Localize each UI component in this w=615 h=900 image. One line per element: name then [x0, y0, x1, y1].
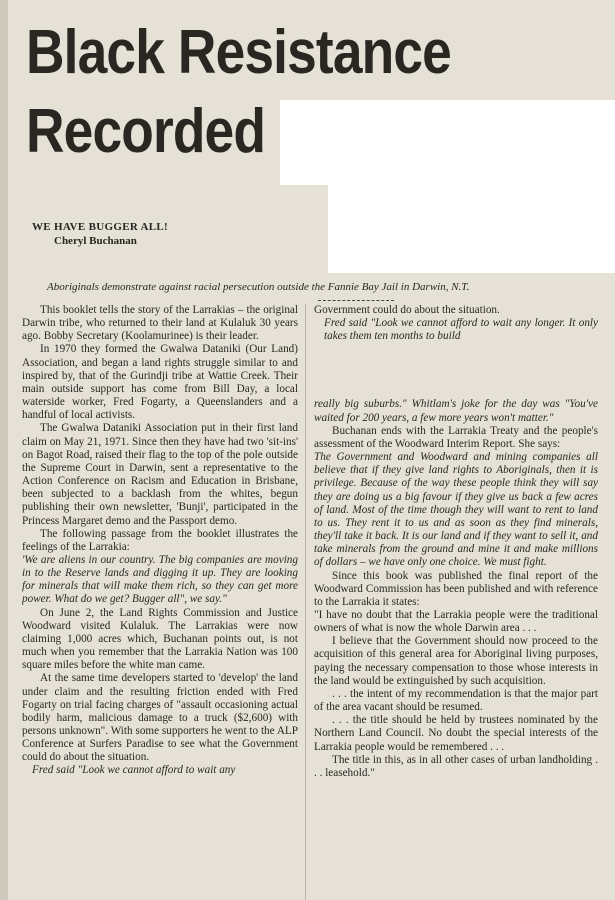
quote-paragraph: Fred said "Look we cannot afford to wait any [32, 764, 236, 777]
paragraph: . . . the intent of my recommendation is that the major part of the area vacant should be resumed. [314, 687, 598, 714]
paragraph: . . . the title should be held by trustees nominated by the Northern Land Council. No doubt the special interests of the Larrakia people would be remembered . . . [314, 714, 598, 753]
paragraph: I believe that the Government should now proceed to the acquisition of this general area for Aboriginal living purposes, paying the necessary compensation to those whose interests in the land would be extinguished by such acquisition. [314, 635, 598, 687]
paragraph: On June 2, the Land Rights Commission and Justice Woodward visited Kulaluk. The Larrakias were now claiming 1,000 acres which, Buchanan points out, is not much when you remember that the Larrakia Nation was 100 square miles before the white man came. [22, 606, 298, 672]
divider [318, 300, 394, 301]
quote-paragraph: "I have no doubt that the Larrakia people were the traditional owners of what is now the whole Darwin area . . . [314, 608, 598, 635]
right-column [314, 304, 598, 900]
headline-line-1: Black Resistance [26, 18, 451, 87]
paragraph: The following passage from the booklet illustrates the feelings of the Larrakia: [22, 527, 298, 553]
photo-caption: Aboriginals demonstrate against racial persecution outside the Fannie Bay Jail in Darwin, N.T. [47, 281, 470, 293]
author-name: Cheryl Buchanan [54, 235, 137, 247]
quote-paragraph: Fred said "Look we cannot afford to wait any longer. It only takes them ten months to build [324, 317, 598, 343]
quote-paragraph: 'We are aliens in our country. The big companies are moving in to the Reserve lands and digging it up. They are looking for minerals that will make them rich, so they can get more power. What do we get? Bugger all", we say." [22, 553, 298, 606]
blank-area [280, 100, 615, 185]
column-gap [314, 343, 598, 398]
column-divider [305, 304, 306, 900]
left-column [22, 304, 298, 900]
paragraph: The Gwalwa Dataniki Association put in their first land claim on May 21, 1971. Since then they have had two 'sit-ins' on Bagot Road, raised their flag to the top of the pole outside the Supreme Court in Darwin, sent a representative to the Action Conference on Racism and Education in Brisbane, been subjected to a backlash from the whites, begun publishing their own newsletter, 'Bunji', participated in the Princess Margaret demo and the Passport demo. [22, 422, 298, 527]
paragraph: Since this book was published the final report of the Woodward Commission has been published and with reference to the Larrakia it states: [314, 569, 598, 608]
book-title: WE HAVE BUGGER ALL! [32, 221, 168, 233]
paragraph: At the same time developers started to 'develop' the land under claim and the resulting friction ended with Fred Fogarty on trial facing charges of "assault occasioning actual bodily harm, malicious damage to a truck ($2,600) with persons unknown". With some supporters he went to the ALP Conference at Surfers Paradise to see what the Government could do about the situation. [22, 672, 298, 764]
blank-area [328, 185, 615, 273]
paragraph: The title in this, as in all other cases of urban landholding . . . leasehold." [314, 753, 598, 779]
paragraph: Buchanan ends with the Larrakia Treaty and the people's assessment of the Woodward Interim Report. She says: [314, 424, 598, 450]
paragraph: Government could do about the situation. [314, 304, 500, 316]
headline-line-2: Recorded [26, 97, 266, 166]
paragraph: In 1970 they formed the Gwalwa Dataniki (Our Land) Association, and began a land rights struggle similar to and inspired by, that of the Gurindji tribe at Wattie Creek. Their main outside support has come from Bill Day, a local waterside worker, Fred Fogarty, a Queenslanders and a handful of local activists. [22, 343, 298, 422]
quote-paragraph: really big suburbs." Whitlam's joke for the day was "You've waited for 200 years, a few more years won't matter." [314, 398, 598, 424]
quote-paragraph: The Government and Woodward and mining companies all believe that if they give land rights to Aboriginals, then it is privilege. Because of the way these people think they will say they are doing us a big favour if they give us back a few acres of land. Most of the time though they will want to rent to land to us. They rent it to us and as soon as they find minerals, they'll take it back. It is our land and if they want to sell it, and take minerals from the ground and mine it and make millions of dollars – we have only one choice. We must fight. [314, 451, 598, 569]
paragraph: This booklet tells the story of the Larrakias – the original Darwin tribe, who returned to their land at Kulaluk 30 years ago. Bobby Secretary (Koolamurinee) is their leader. [22, 304, 298, 343]
page-margin [0, 0, 8, 900]
